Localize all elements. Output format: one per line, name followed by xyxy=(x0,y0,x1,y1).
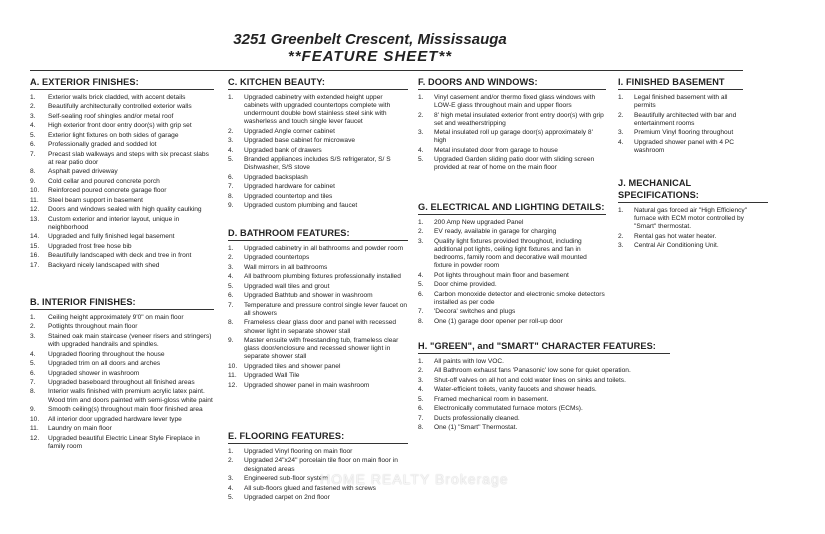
item-number: 6. xyxy=(30,369,36,377)
item-text: Legal finished basement with all permits xyxy=(634,94,728,110)
item-number: 2. xyxy=(418,367,424,375)
item-text: Beautifully architected with bar and entertainment rooms xyxy=(634,111,737,127)
item-text: Upgraded frost free hose bib xyxy=(48,242,132,250)
section-heading: E. FLOORING FEATURES: xyxy=(228,430,408,444)
item-text: Precast slab walkways and steps with six precast slabs at rear patio door xyxy=(48,150,209,166)
list-item xyxy=(228,128,408,136)
item-number: 11. xyxy=(30,196,39,204)
item-text: Upgraded cabinetry in all bathrooms and powder room xyxy=(244,245,404,252)
list-item xyxy=(228,193,408,201)
section-mechanical-specifications xyxy=(618,177,768,252)
item-number: 11. xyxy=(30,425,39,433)
item-number: 5. xyxy=(418,395,424,403)
list-item xyxy=(228,202,408,210)
item-text: Upgraded carpet on 2nd floor xyxy=(244,494,330,502)
section-flooring-features xyxy=(228,430,408,504)
item-number: 8. xyxy=(418,317,424,325)
item-number: 5. xyxy=(418,281,424,289)
item-text: Door chime provided. xyxy=(434,281,497,289)
list-item xyxy=(618,94,743,110)
item-number: 3. xyxy=(228,263,234,271)
item-text: Upgraded shower in washroom xyxy=(48,369,140,377)
list-item xyxy=(30,243,214,251)
item-number: 2. xyxy=(618,111,624,119)
item-text: Potlights throughout main floor xyxy=(48,323,138,331)
list-item xyxy=(30,435,214,451)
list-item xyxy=(228,156,408,172)
list-item xyxy=(618,129,743,137)
feature-list xyxy=(418,219,606,326)
item-number: 5. xyxy=(418,156,424,164)
item-text: Upgraded shower panel in main washroom xyxy=(244,381,370,389)
list-item xyxy=(228,363,408,371)
item-text: Vinyl casement and/or thermo fixed glass windows with LOW-E glass throughout main and upper floors xyxy=(434,94,596,110)
item-text: Upgraded bank of drawers xyxy=(244,146,322,154)
item-text: Carbon monoxide detector and electronic smoke detectors installed as per code xyxy=(434,290,605,306)
item-number: 7. xyxy=(228,301,234,309)
item-number: 17. xyxy=(30,261,40,269)
item-text: Smooth ceiling(s) throughout main floor finished area xyxy=(48,406,203,414)
list-item xyxy=(30,370,214,378)
item-number: 10. xyxy=(30,187,40,195)
section-kitchen-beauty xyxy=(228,76,408,212)
item-text: EV ready, available in garage for charging xyxy=(434,228,557,236)
item-number: 1. xyxy=(618,207,624,214)
item-number: 14. xyxy=(30,233,40,241)
item-number: 2. xyxy=(228,127,234,135)
list-item xyxy=(30,168,214,176)
item-number: 10. xyxy=(30,415,40,423)
list-item xyxy=(418,396,670,404)
section-heading: J. MECHANICAL SPECIFICATIONS: xyxy=(618,177,768,203)
item-text: Upgraded 24"x24" porcelain tile floor on main floor in designated areas xyxy=(244,457,398,473)
item-text: One (1) garage door opener per roll-up door xyxy=(434,317,563,325)
item-number: 9. xyxy=(228,202,234,210)
item-number: 10. xyxy=(228,362,238,370)
item-text: Upgraded wall tiles and grout xyxy=(244,282,330,290)
list-item xyxy=(30,323,214,331)
item-text: Central Air Conditioning Unit. xyxy=(634,242,719,250)
item-text: Quality light fixtures provided throughout, including additional pot lights, ceiling light fixtures and fan in bedrooms, family room and decorative wall mounted fixture in powder room xyxy=(434,237,587,270)
feature-list xyxy=(228,245,408,390)
list-item xyxy=(30,103,214,111)
item-number: 8. xyxy=(228,192,234,200)
item-text: Asphalt paved driveway xyxy=(48,168,118,176)
item-number: 3. xyxy=(618,242,624,250)
item-number: 1. xyxy=(228,448,234,455)
item-number: 7. xyxy=(418,308,424,316)
item-number: 4. xyxy=(30,350,36,358)
feature-list xyxy=(418,358,670,432)
item-number: 4. xyxy=(418,386,424,394)
item-text: Upgraded flooring throughout the house xyxy=(48,350,165,358)
item-number: 1. xyxy=(30,314,36,321)
list-item xyxy=(618,139,743,155)
item-number: 8. xyxy=(228,319,234,327)
item-number: 1. xyxy=(618,94,624,101)
item-number: 13. xyxy=(30,215,40,223)
list-item xyxy=(30,197,214,205)
list-item xyxy=(418,281,606,289)
item-text: Laundry on main floor xyxy=(48,425,112,433)
item-text: All interior door upgraded hardware lever type xyxy=(48,415,182,423)
item-number: 1. xyxy=(228,94,234,101)
list-item xyxy=(30,351,214,359)
list-item xyxy=(30,233,214,241)
list-item xyxy=(228,372,408,380)
item-text: Frameless clear glass door and panel with recessed shower light in separate shower stall xyxy=(244,319,397,335)
list-item xyxy=(618,242,768,250)
list-item xyxy=(228,494,408,502)
item-number: 5. xyxy=(30,360,36,368)
item-number: 3. xyxy=(228,137,234,145)
feature-list xyxy=(228,94,408,210)
item-number: 6. xyxy=(418,405,424,413)
list-item xyxy=(418,228,606,236)
item-number: 3. xyxy=(418,237,424,245)
document-title: 3251 Greenbelt Crescent, Mississauga xyxy=(233,31,507,48)
item-text: Upgraded custom plumbing and faucet xyxy=(244,202,358,210)
list-item xyxy=(418,415,670,423)
item-number: 12. xyxy=(30,434,40,442)
item-number: 7. xyxy=(30,150,36,158)
item-text: Natural gas forced air "High Efficiency" furnace with ECM motor controlled by "Smart" thermostat. xyxy=(634,207,748,231)
item-number: 16. xyxy=(30,252,40,260)
list-item xyxy=(418,112,606,128)
list-item xyxy=(228,283,408,291)
list-item xyxy=(30,406,214,414)
list-item xyxy=(228,337,408,361)
list-item xyxy=(228,137,408,145)
list-item xyxy=(30,113,214,121)
item-number: 4. xyxy=(228,273,234,281)
item-text: Self-sealing roof shingles and/or metal roof xyxy=(48,112,174,120)
feature-list xyxy=(30,314,214,451)
item-number: 2. xyxy=(228,457,234,465)
section-doors-and-windows xyxy=(418,76,606,174)
item-text: Rental gas hot water heater. xyxy=(634,232,717,240)
list-item xyxy=(30,187,214,195)
item-number: 1. xyxy=(418,94,424,101)
list-item xyxy=(418,386,670,394)
list-item xyxy=(418,219,606,227)
item-text: Professionally graded and sodded lot xyxy=(48,141,157,149)
item-number: 5. xyxy=(30,131,36,139)
item-text: Upgraded base cabinet for microwave xyxy=(244,137,356,145)
item-text: Doors and windows sealed with high quality caulking xyxy=(48,206,202,214)
item-number: 4. xyxy=(30,122,36,130)
item-number: 2. xyxy=(418,228,424,236)
item-text: Upgraded hardware for cabinet xyxy=(244,183,335,191)
list-item xyxy=(418,129,606,145)
item-text: Ceiling height approximately 9'0" on main floor xyxy=(48,314,184,321)
item-number: 9. xyxy=(30,406,36,414)
list-item xyxy=(30,388,214,404)
list-item xyxy=(30,151,214,167)
item-text: Upgraded and fully finished legal basement xyxy=(48,233,175,241)
list-item xyxy=(418,238,606,270)
item-number: 8. xyxy=(30,388,36,396)
list-item xyxy=(228,302,408,318)
item-text: All bathroom plumbing fixtures professionally installed xyxy=(244,273,401,281)
list-item xyxy=(418,358,670,366)
item-number: 2. xyxy=(228,254,234,262)
item-number: 6. xyxy=(30,141,36,149)
item-text: Premium Vinyl flooring throughout xyxy=(634,129,734,137)
item-number: 3. xyxy=(30,112,36,120)
item-text: Exterior light fixtures on both sides of garage xyxy=(48,131,179,139)
list-item xyxy=(228,183,408,191)
item-text: Upgraded Vinyl flooring on main floor xyxy=(244,448,353,455)
item-number: 6. xyxy=(228,292,234,300)
item-number: 1. xyxy=(30,94,36,101)
item-text: Custom exterior and interior layout, unique in neighborhood xyxy=(48,215,180,231)
list-item xyxy=(228,245,408,253)
item-number: 5. xyxy=(228,156,234,164)
item-text: Master ensuite with freestanding tub, frameless clear glass door/enclosure and recessed shower light in separate shower stall xyxy=(244,337,399,361)
item-text: All paints with low VOC. xyxy=(434,358,504,365)
item-text: Steel beam support in basement xyxy=(48,196,143,204)
item-number: 4. xyxy=(618,138,624,146)
list-item xyxy=(30,416,214,424)
item-text: Reinforced poured concrete garage floor xyxy=(48,187,167,195)
item-number: 1. xyxy=(418,358,424,365)
list-item xyxy=(30,206,214,214)
item-text: Cold cellar and poured concrete porch xyxy=(48,177,160,185)
section-heading: G. ELECTRICAL AND LIGHTING DETAILS: xyxy=(418,201,606,215)
item-text: 200 Amp New upgraded Panel xyxy=(434,219,524,226)
item-number: 3. xyxy=(618,129,624,137)
item-text: Metal insulated door from garage to house xyxy=(434,146,558,154)
item-text: Interior walls finished with premium acrylic latex paint. Wood trim and doors painted with semi-gloss white paint xyxy=(48,388,213,404)
list-item xyxy=(418,405,670,413)
list-item xyxy=(228,292,408,300)
list-item xyxy=(30,132,214,140)
list-item xyxy=(228,319,408,335)
section-heading: D. BATHROOM FEATURES: xyxy=(228,227,408,241)
item-number: 4. xyxy=(228,484,234,492)
item-number: 8. xyxy=(418,424,424,432)
section-heading: C. KITCHEN BEAUTY: xyxy=(228,76,408,90)
item-text: Upgraded trim on all doors and arches xyxy=(48,360,161,368)
item-number: 7. xyxy=(30,379,36,386)
item-text: Upgraded backsplash xyxy=(244,173,308,181)
item-number: 2. xyxy=(30,103,36,111)
list-item xyxy=(30,333,214,349)
list-item xyxy=(228,382,408,390)
list-item xyxy=(30,122,214,130)
item-text: Upgraded Garden sliding patio door with sliding screen provided at rear of home on the main floor xyxy=(434,156,595,172)
list-item xyxy=(228,448,408,456)
item-text: Backyard nicely landscaped with shed xyxy=(48,261,160,269)
item-number: 5. xyxy=(228,494,234,502)
item-text: Exterior walls brick cladded, with accent details xyxy=(48,94,186,101)
list-item xyxy=(30,262,214,270)
list-item xyxy=(618,207,768,231)
list-item xyxy=(418,424,670,432)
list-item xyxy=(228,264,408,272)
item-text: Upgraded Bathtub and shower in washroom xyxy=(244,292,373,300)
item-number: 6. xyxy=(228,173,234,181)
item-text: Upgraded cabinetry with extended height upper cabinets with upgraded countertops complete with undermount double bowl stainless steel sink with washerless and touch single lever faucet xyxy=(244,94,391,126)
list-item xyxy=(30,252,214,260)
item-number: 2. xyxy=(418,111,424,119)
list-item xyxy=(228,94,408,126)
list-item xyxy=(228,254,408,262)
item-text: Stained oak main staircase (veneer risers and stringers) with upgraded handrails and spindles. xyxy=(48,332,212,349)
feature-list xyxy=(618,94,743,155)
section-finished-basement xyxy=(618,76,743,156)
item-text: Upgraded tiles and shower panel xyxy=(244,362,341,370)
list-item xyxy=(418,272,606,280)
item-number: 4. xyxy=(418,146,424,154)
section-heading: H. "GREEN", and "SMART" CHARACTER FEATURES: xyxy=(418,340,670,354)
item-text: Beautifully architecturally controlled exterior walls xyxy=(48,103,192,111)
section-green-smart-features xyxy=(418,340,670,434)
item-number: 2. xyxy=(30,323,36,331)
section-heading: F. DOORS AND WINDOWS: xyxy=(418,76,606,90)
item-text: Upgraded Angle corner cabinet xyxy=(244,127,335,135)
document-subtitle: **FEATURE SHEET** xyxy=(287,48,453,65)
item-text: All sub-floors glued and fastened with screws xyxy=(244,484,376,492)
item-number: 3. xyxy=(418,129,424,137)
item-text: Branded appliances includes S/S refrigerator, S/ S Dishwasher, S/S stove xyxy=(244,156,391,172)
item-text: Upgraded beautiful Electric Linear Style Fireplace in family room xyxy=(48,434,200,450)
list-item xyxy=(418,291,606,307)
item-number: 3. xyxy=(228,475,234,483)
item-number: 11. xyxy=(228,372,237,380)
item-number: 7. xyxy=(418,414,424,422)
list-item xyxy=(618,233,768,241)
item-text: Upgraded countertops xyxy=(244,254,310,262)
watermark-text: HOME REALTY Brokerage xyxy=(320,471,509,487)
item-number: 3. xyxy=(418,376,424,384)
item-number: 8. xyxy=(30,168,36,176)
item-number: 4. xyxy=(228,146,234,154)
item-number: 12. xyxy=(30,206,40,214)
item-number: 5. xyxy=(228,282,234,290)
section-exterior-finishes xyxy=(30,76,214,271)
item-text: Electronically commutated furnace motors (ECMs). xyxy=(434,405,583,413)
item-number: 9. xyxy=(228,337,234,345)
list-item xyxy=(418,94,606,110)
section-heading: I. FINISHED BASEMENT xyxy=(618,76,743,90)
list-item xyxy=(228,147,408,155)
feature-list xyxy=(30,94,214,270)
item-text: Engineered sub-floor system xyxy=(244,475,328,483)
list-item xyxy=(618,112,743,128)
item-text: 8' high metal insulated exterior front entry door(s) with grip set and weatherstripping xyxy=(434,111,604,127)
item-number: 7. xyxy=(228,183,234,191)
section-heading: B. INTERIOR FINISHES: xyxy=(30,296,214,310)
item-number: 3. xyxy=(30,332,36,340)
list-item xyxy=(30,178,214,186)
list-item xyxy=(228,273,408,281)
item-text: Upgraded countertop and tiles xyxy=(244,192,333,200)
item-text: Upgraded baseboard throughout all finished areas xyxy=(48,379,195,386)
item-text: Beautifully landscaped with deck and tree in front xyxy=(48,252,192,260)
section-heading: A. EXTERIOR FINISHES: xyxy=(30,76,214,90)
item-text: All Bathroom exhaust fans 'Panasonic' low sone for quiet operation. xyxy=(434,367,631,375)
list-item xyxy=(30,94,214,102)
item-text: Upgraded shower panel with 4 PC washroom xyxy=(634,138,735,154)
feature-list xyxy=(618,207,768,250)
item-number: 4. xyxy=(418,271,424,279)
list-item xyxy=(30,314,214,322)
item-text: High exterior front door entry door(s) with grip set xyxy=(48,122,192,130)
item-number: 1. xyxy=(228,245,234,252)
item-number: 2. xyxy=(618,232,624,240)
item-text: Ducts professionally cleaned. xyxy=(434,414,520,422)
list-item xyxy=(418,367,670,375)
list-item xyxy=(418,377,670,385)
item-text: One (1) "Smart" Thermostat. xyxy=(434,424,518,432)
list-item xyxy=(30,425,214,433)
item-text: 'Decora' switches and plugs xyxy=(434,308,516,316)
item-text: Temperature and pressure control single lever faucet on all showers xyxy=(244,301,408,317)
item-text: Shut-off valves on all hot and cold water lines on sinks and toilets. xyxy=(434,376,626,384)
section-interior-finishes xyxy=(30,296,214,452)
list-item xyxy=(418,318,606,326)
list-item xyxy=(418,156,606,172)
item-text: Pot lights throughout main floor and basement xyxy=(434,271,569,279)
section-bathroom-features xyxy=(228,227,408,391)
list-item xyxy=(30,141,214,149)
list-item xyxy=(30,360,214,368)
item-text: Metal insulated roll up garage door(s) approximately 8' high xyxy=(434,129,593,145)
list-item xyxy=(228,174,408,182)
list-item xyxy=(30,379,214,387)
section-electrical-lighting xyxy=(418,201,606,327)
item-number: 1. xyxy=(418,219,424,226)
feature-list xyxy=(418,94,606,172)
list-item xyxy=(418,308,606,316)
item-text: Water-efficient toilets, vanity faucets and shower heads. xyxy=(434,386,597,394)
item-number: 9. xyxy=(30,177,36,185)
item-text: Upgraded Wall Tile xyxy=(244,372,300,380)
list-item xyxy=(30,216,214,232)
item-number: 12. xyxy=(228,381,238,389)
list-item xyxy=(418,147,606,155)
item-text: Framed mechanical room in basement. xyxy=(434,395,549,403)
item-number: 15. xyxy=(30,242,40,250)
item-number: 6. xyxy=(418,290,424,298)
title-divider xyxy=(30,70,743,71)
item-text: Wall mirrors in all bathrooms xyxy=(244,263,328,271)
